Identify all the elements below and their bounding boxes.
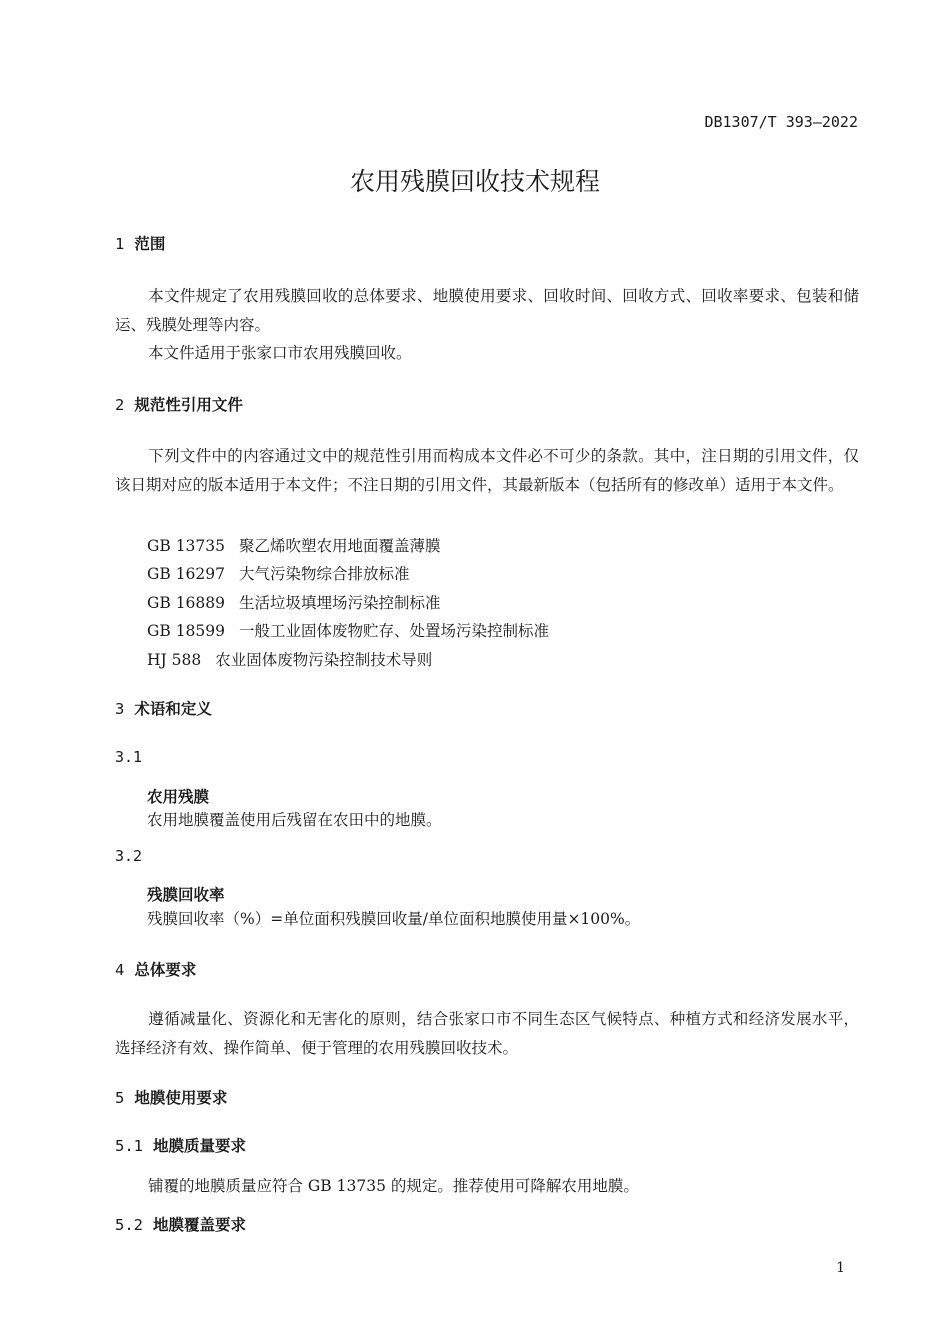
term-name: 残膜回收率: [147, 886, 225, 904]
section-5-heading: [115, 1086, 227, 1108]
section-2-paragraph-1: [115, 442, 859, 499]
reference-item: [147, 591, 441, 613]
section-4-paragraph-1: [115, 1005, 859, 1062]
section-5-1-heading: [115, 1134, 246, 1156]
section-title: 总体要求: [134, 961, 197, 979]
paragraph-text: 铺覆的地膜质量应符合 GB 13735 的规定。推荐使用可降解农用地膜。: [148, 1177, 639, 1195]
reference-code: HJ 588: [147, 651, 202, 669]
reference-code: GB 13735: [147, 537, 226, 555]
section-number: 4: [115, 961, 125, 979]
section-title: 术语和定义: [134, 700, 212, 718]
paragraph-text: 本文件适用于张家口市农用残膜回收。: [148, 344, 412, 362]
reference-item: [147, 648, 432, 670]
section-number: 3: [115, 700, 125, 718]
paragraph-text: 本文件规定了农用残膜回收的总体要求、地膜使用要求、回收时间、回收方式、回收率要求、包装和储运、残膜处理等内容。: [115, 287, 859, 334]
reference-code: GB 16889: [147, 594, 226, 612]
term-definition: 农用地膜覆盖使用后残留在农田中的地膜。: [147, 811, 442, 829]
document-title: 农用残膜回收技术规程: [349, 167, 600, 196]
reference-code: GB 16297: [147, 565, 226, 583]
reference-item: [147, 534, 441, 556]
section-title: 地膜覆盖要求: [153, 1216, 247, 1234]
term-definition: 残膜回收率（%）=单位面积残膜回收量/单位面积地膜使用量×100%。: [147, 910, 641, 928]
reference-code: GB 18599: [147, 622, 226, 640]
section-1-heading: [115, 232, 165, 254]
section-title: 地膜质量要求: [153, 1137, 247, 1155]
section-title: 规范性引用文件: [134, 396, 243, 414]
section-4-heading: [115, 958, 196, 980]
reference-item: [147, 619, 549, 641]
section-number: 1: [115, 235, 125, 253]
reference-name: 大气污染物综合排放标准: [239, 565, 410, 583]
reference-name: 一般工业固体废物贮存、处置场污染控制标准: [239, 622, 550, 640]
page-number: 1: [836, 1260, 845, 1276]
reference-item: [147, 562, 410, 584]
section-5-2-heading: [115, 1213, 246, 1235]
section-number: 5.2: [115, 1216, 143, 1234]
document-code: DB1307/T 393—2022: [704, 113, 858, 131]
paragraph-text: 遵循减量化、资源化和无害化的原则，结合张家口市不同生态区气候特点、种植方式和经济发展水平，选择经济有效、操作简单、便于管理的农用残膜回收技术。: [115, 1010, 859, 1057]
section-1-paragraph-2: [115, 339, 859, 368]
reference-name: 生活垃圾填埋场污染控制标准: [239, 594, 441, 612]
reference-name: 农业固体废物污染控制技术导则: [215, 651, 433, 669]
section-number: 2: [115, 396, 125, 414]
section-number: 5.1: [115, 1137, 143, 1155]
section-3-heading: [115, 697, 212, 719]
term-number: 3.1: [115, 748, 143, 766]
section-title: 范围: [134, 235, 166, 253]
paragraph-text: 下列文件中的内容通过文中的规范性引用而构成本文件必不可少的条款。其中，注日期的引用文件，仅该日期对应的版本适用于本文件；不注日期的引用文件，其最新版本（包括所有的修改单）适用于本文件。: [115, 447, 859, 494]
section-2-heading: [115, 393, 243, 415]
reference-name: 聚乙烯吹塑农用地面覆盖薄膜: [239, 537, 441, 555]
section-title: 地膜使用要求: [134, 1089, 228, 1107]
term-name: 农用残膜: [147, 788, 210, 806]
section-1-paragraph-1: [115, 282, 859, 339]
section-5-1-paragraph-1: [115, 1172, 859, 1201]
section-number: 5: [115, 1089, 125, 1107]
term-number: 3.2: [115, 847, 143, 865]
